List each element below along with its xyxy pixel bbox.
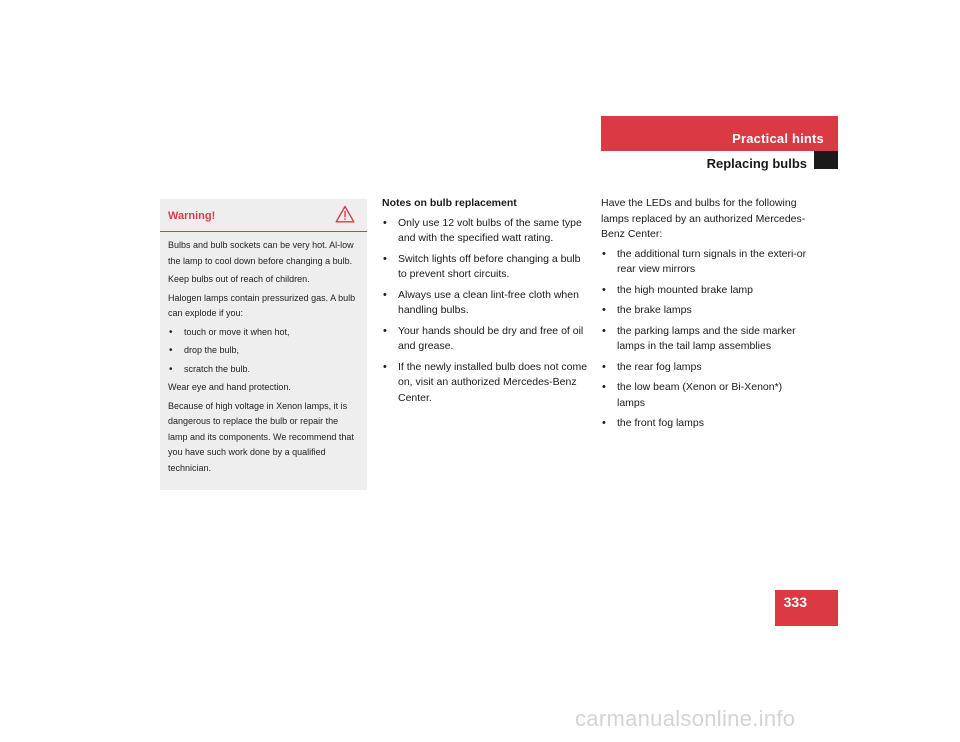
notes-list bbox=[382, 216, 588, 407]
warning-list-item: • drop the bulb, bbox=[168, 343, 359, 359]
notes-list-item: • Always use a clean lint-free cloth when handling bulbs. bbox=[382, 288, 588, 319]
dealer-list-item: • the parking lamps and the side marker lamps in the tail lamp assemblies bbox=[601, 324, 813, 355]
warning-triangle-icon bbox=[335, 205, 355, 223]
notes-list-item: • Only use 12 volt bulbs of the same type and with the specified watt rating. bbox=[382, 216, 588, 247]
warning-paragraph: Bulbs and bulb sockets can be very hot. Al-low the lamp to cool down before changing a bulb. bbox=[168, 240, 354, 266]
notes-list-item: • Your hands should be dry and free of oil and grease. bbox=[382, 324, 588, 355]
warning-box bbox=[160, 199, 367, 490]
page-number: 333 bbox=[783, 594, 807, 610]
warning-body bbox=[160, 232, 367, 476]
notes-list-item: • If the newly installed bulb does not come on, visit an authorized Mercedes-Benz Center. bbox=[382, 360, 588, 407]
dealer-list-item: • the low beam (Xenon or Bi-Xenon*) lamps bbox=[601, 380, 813, 411]
warning-paragraph: Because of high voltage in Xenon lamps, it is dangerous to replace the bulb or repair the lamp and its components. We recommend that you have such work done by a qualified technician. bbox=[168, 400, 354, 473]
dealer-list-item: • the rear fog lamps bbox=[601, 360, 813, 376]
watermark: carmanualsonline.info bbox=[575, 706, 796, 731]
warning-paragraph: Keep bulbs out of reach of children. bbox=[168, 274, 310, 284]
section-header-band bbox=[601, 116, 838, 151]
warning-paragraph: Wear eye and hand protection. bbox=[168, 382, 291, 392]
subsection-marker bbox=[814, 151, 838, 169]
notes-heading: Notes on bulb replacement bbox=[382, 197, 517, 209]
warning-paragraph: Halogen lamps contain pressurized gas. A bulb can explode if you: bbox=[168, 292, 356, 318]
dealer-list-item: • the front fog lamps bbox=[601, 416, 813, 432]
notes-list-item: • Switch lights off before changing a bulb to prevent short circuits. bbox=[382, 252, 588, 283]
warning-list-item: • scratch the bulb. bbox=[168, 362, 359, 378]
dealer-intro: Have the LEDs and bulbs for the following lamps replaced by an authorized Mercedes-Benz Center: bbox=[601, 197, 806, 240]
warning-list bbox=[168, 325, 359, 378]
warning-title: Warning! bbox=[168, 210, 216, 222]
dealer-list-item: • the brake lamps bbox=[601, 303, 813, 319]
warning-list-item: • touch or move it when hot, bbox=[168, 325, 359, 341]
section-title: Practical hints bbox=[732, 131, 824, 146]
page-number-box bbox=[775, 590, 838, 626]
notes-column bbox=[382, 196, 588, 411]
warning-header bbox=[160, 199, 367, 232]
dealer-list-item: • the additional turn signals in the exteri-or rear view mirrors bbox=[601, 247, 813, 278]
dealer-list-item: • the high mounted brake lamp bbox=[601, 283, 813, 299]
dealer-column bbox=[601, 196, 813, 437]
dealer-list bbox=[601, 247, 813, 432]
subsection-title: Replacing bulbs bbox=[706, 156, 807, 171]
